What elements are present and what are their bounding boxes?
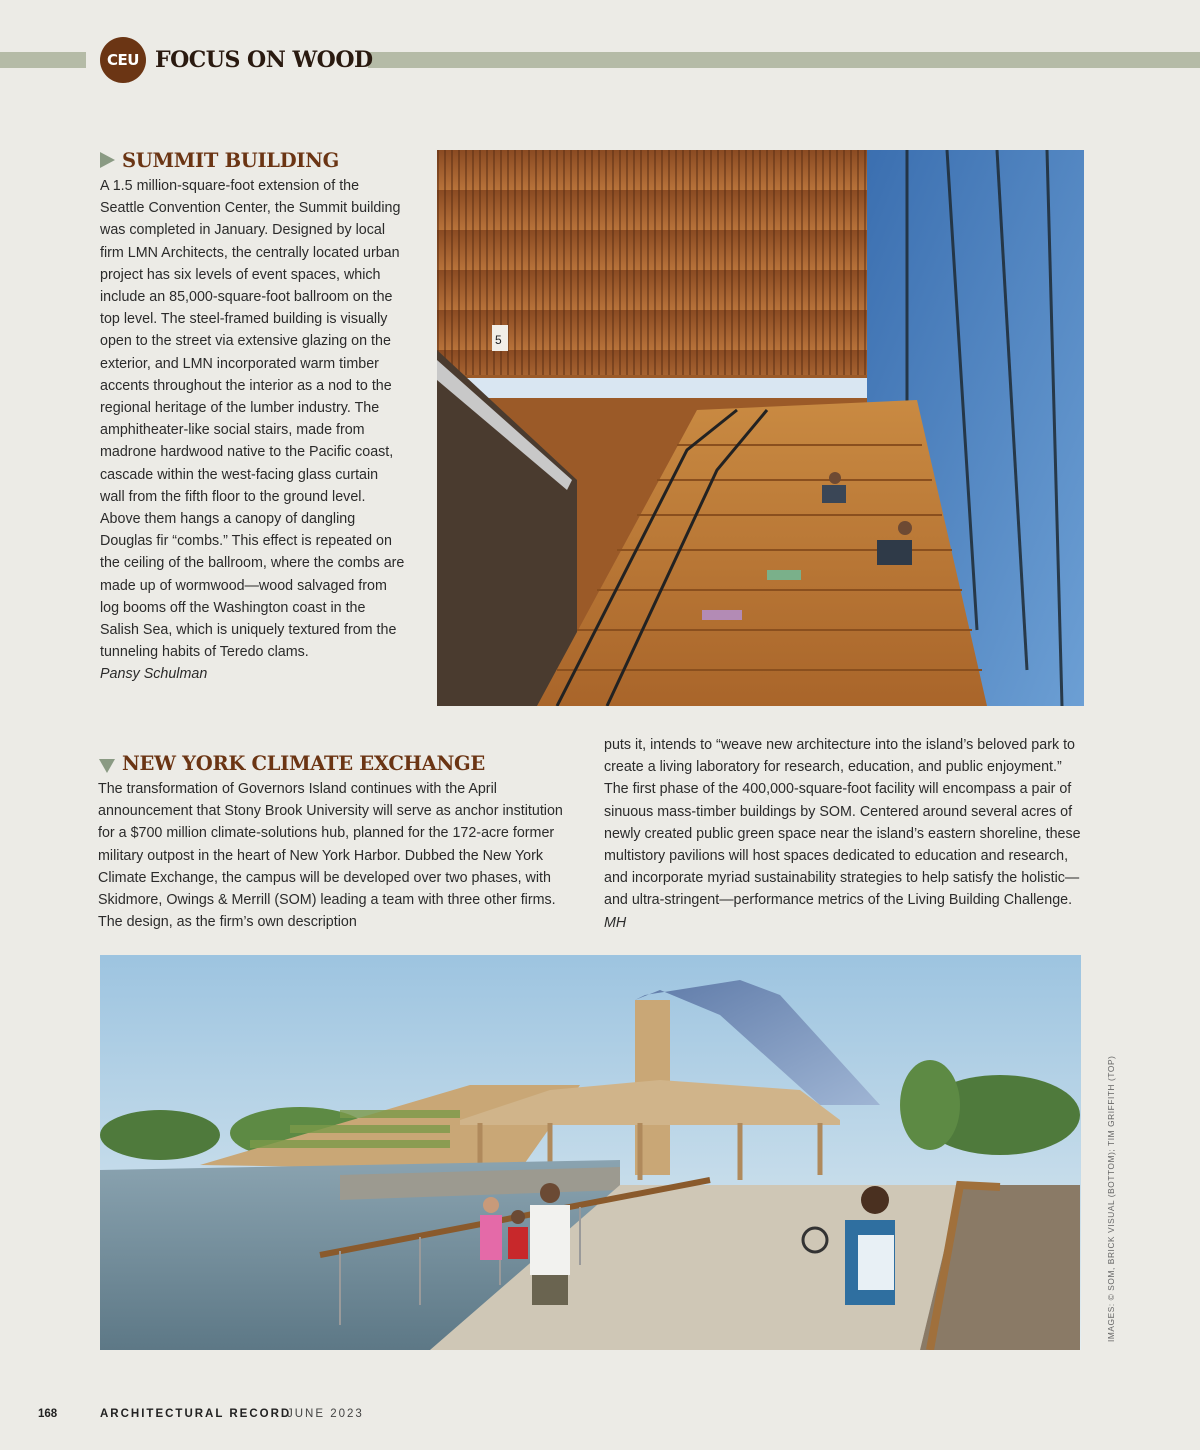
nyce-body-col1 (98, 778, 574, 933)
summit-heading: SUMMIT BUILDING (122, 149, 340, 172)
header-band-right (368, 52, 1200, 68)
triangle-down-icon (99, 759, 115, 773)
magazine-name: ARCHITECTURAL RECORD (100, 1408, 292, 1420)
nyce-body-col1-text: The transformation of Governors Island continues with the April announcement that Stony Brook University will serve as anchor institution for a $700 million climate-solutions hub, planned for the 172-acre former military outpost in the heart of New York Harbor. Dubbed the New York Climate Exchange, the campus will be developed over two phases, with Skidmore, Owings & Merrill (SOM) leading a team with three other firms. The design, as the firm’s own description (98, 781, 563, 931)
ceu-badge: CEU (100, 37, 146, 83)
nyce-heading: NEW YORK CLIMATE EXCHANGE (122, 752, 485, 775)
summit-byline: Pansy Schulman (100, 666, 208, 683)
summit-body: A 1.5 million-square-foot extension of the Seattle Convention Center, the Summit building was completed in January. Designed by local firm LMN Architects, the centrally located urban project has six levels of event spaces, which include an 85,000-square-foot ballroom on the top level. The steel-framed building is visually open to the street via extensive glazing on the exterior, and LMN incorporated warm timber accents throughout the interior as a nod to the regional heritage of the lumber industry. The amphitheater-like social stairs, made from madrone hardwood native to the Pacific coast, cascade within the west-facing glass curtain wall from the fifth floor to the ground level. Above them hangs a canopy of dangling Douglas fir “combs.” This effect is repeated on the ceiling of the ballroom, where the combs are made up of wormwood—wood salvaged from log booms off the Washington coast in the Salish Sea, which is uniquely textured from the tunneling habits of Teredo clams. (100, 178, 405, 661)
issue-date: JUNE 2023 (287, 1408, 364, 1420)
summit-article (100, 175, 406, 686)
nyce-byline: MH (604, 914, 627, 931)
summit-photo (437, 150, 1084, 706)
nyce-body-col2-text: puts it, intends to “weave new architecture into the island’s beloved park to create a living laboratory for research, education, and public enjoyment.” The first phase of the 400,000-square-foot facility will encompass a pair of sinuous mass-timber buildings by SOM. Centered around several acres of newly created public green space near the island’s eastern shoreline, these multistory pavilions will host spaces dedicated to education and research, and incorporate myriad sustainability strategies to help satisfy the holistic—and ultra-stringent—performance metrics of the Living Building Challenge. (604, 737, 1081, 909)
climate-exchange-rendering (100, 955, 1081, 1350)
header-band-left (0, 52, 86, 68)
nyce-body-col2 (604, 734, 1088, 934)
floor-sign: 5 (495, 333, 502, 347)
image-credit: IMAGES: © SOM, BRICK VISUAL (BOTTOM); TIM GRIFFITH (TOP) (1106, 1055, 1116, 1342)
page-number: 168 (38, 1408, 58, 1420)
section-title: FOCUS ON WOOD (155, 47, 373, 73)
triangle-right-icon (100, 152, 115, 168)
